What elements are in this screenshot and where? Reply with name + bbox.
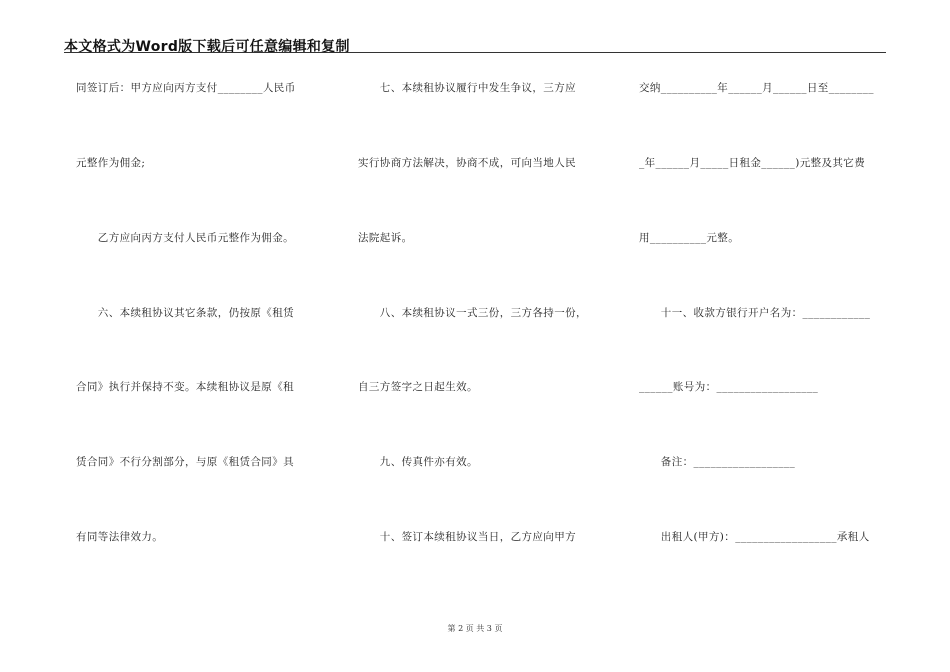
text-line: 元整作为佣金; — [76, 157, 146, 169]
text-line: _年______月_____日租金______)元整及其它费 — [639, 157, 866, 169]
page-footer-number: 第 2 页 共 3 页 — [447, 624, 503, 633]
text-line: 八、本续租协议一式三份，三方各持一份， — [358, 307, 587, 319]
text-line: 用__________元整。 — [639, 232, 740, 244]
page-header-title: 本文格式为Word版下载后可任意编辑和复制 — [64, 39, 350, 55]
text-line: 法院起诉。 — [358, 232, 413, 244]
text-line: 十、签订本续租协议当日，乙方应向甲方 — [358, 531, 576, 543]
text-line: 九、传真件亦有效。 — [358, 456, 478, 468]
text-line: 有同等法律效力。 — [76, 531, 164, 543]
text-line: 自三方签字之日起生效。 — [358, 381, 478, 393]
text-line: 出租人(甲方)：__________________承租人 — [639, 531, 870, 543]
text-line: ______账号为：__________________ — [639, 381, 819, 393]
text-line: 备注：__________________ — [639, 456, 796, 468]
text-line: 乙方应向丙方支付人民币元整作为佣金。 — [76, 232, 294, 244]
text-line: 实行协商方法解决，协商不成，可向当地人民 — [358, 157, 576, 169]
text-line: 七、本续租协议履行中发生争议，三方应 — [358, 82, 576, 94]
text-line: 交纳__________年______月______日至________ — [639, 82, 874, 94]
text-line: 六、本续租协议其它条款，仍按原《租赁 — [76, 307, 294, 319]
text-line: 赁合同》不行分割部分，与原《租赁合同》具 — [76, 456, 294, 468]
header-divider — [64, 52, 886, 53]
text-line: 同签订后：甲方应向丙方支付________人民币 — [76, 82, 296, 94]
text-line: 合同》执行并保持不变。本续租协议是原《租 — [76, 381, 294, 393]
text-line: 十一、收款方银行开户名为：____________ — [639, 307, 871, 319]
